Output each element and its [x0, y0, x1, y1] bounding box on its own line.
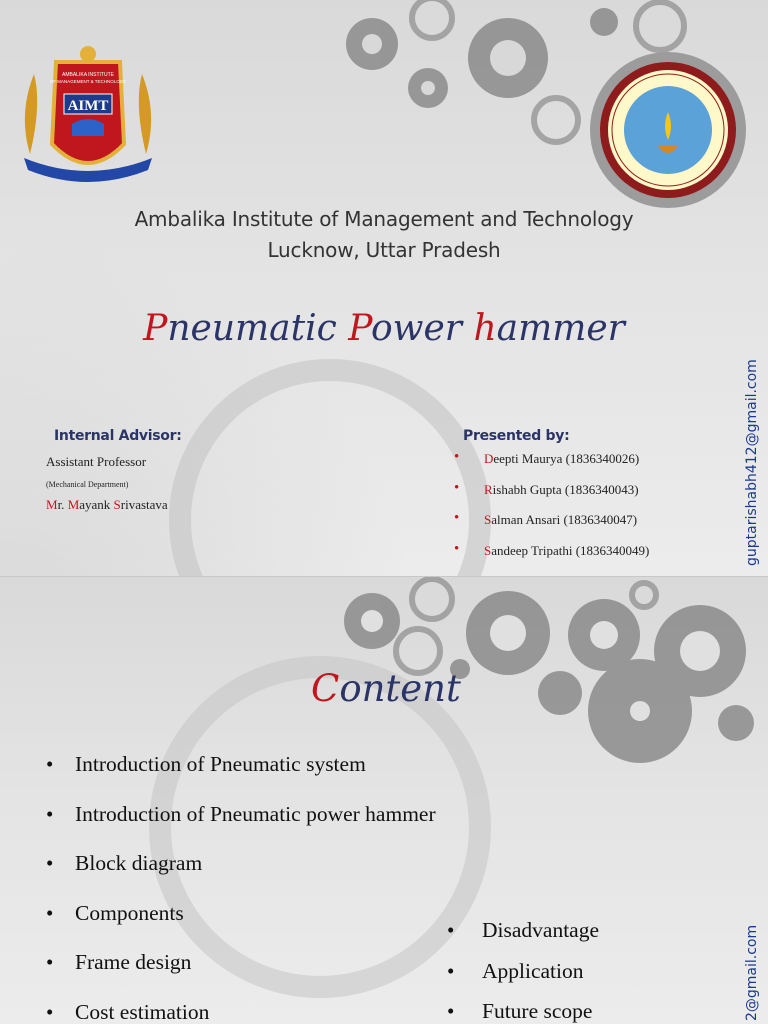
- svg-text:AIMT: AIMT: [67, 98, 109, 114]
- content-title-initial: C: [311, 667, 340, 710]
- advisor-name-cap: M: [67, 497, 80, 512]
- advisor-name: [46, 497, 366, 513]
- advisor-name-part: rivastava: [120, 497, 168, 512]
- presenter-initial: S: [484, 542, 492, 558]
- advisor-heading: Internal Advisor:: [54, 428, 182, 444]
- content-list-right: [447, 917, 599, 1024]
- content-list-left: [46, 751, 436, 1024]
- svg-text:AMBALIKA INSTITUTE: AMBALIKA INSTITUTE: [62, 72, 114, 78]
- presenter-initial: R: [484, 481, 493, 497]
- title-initial-h: h: [473, 308, 497, 349]
- internal-advisor-block: [46, 428, 366, 513]
- content-list-item: • Application: [447, 958, 599, 999]
- advisor-designation: Assistant Professor: [46, 454, 147, 469]
- presenter-name: andeep Tripathi (1836340049): [491, 542, 650, 558]
- presenter-initial: S: [484, 512, 492, 527]
- advisor-name-part: r.: [57, 497, 68, 512]
- content-list-item: • Future scope: [447, 998, 599, 1024]
- content-title: [311, 667, 461, 710]
- title-word-1: neumatic: [167, 308, 337, 349]
- aimt-logo: [12, 44, 164, 194]
- presentation-title: [0, 308, 768, 349]
- content-list-item: • Introduction of Pneumatic system: [46, 751, 436, 801]
- institute-location: Lucknow, Uttar Pradesh: [267, 238, 501, 262]
- presenter-item: [448, 543, 748, 574]
- svg-text:OF MANAGEMENT & TECHNOLOGY: OF MANAGEMENT & TECHNOLOGY: [49, 79, 127, 84]
- presenter-name: alman Ansari (1836340047): [491, 512, 638, 527]
- presenter-list: [448, 451, 748, 573]
- content-slide: [0, 576, 768, 1024]
- title-initial-p1: P: [143, 308, 168, 349]
- presenter-name: ishabh Gupta (1836340043): [492, 481, 639, 497]
- content-list-item: • Components: [46, 900, 436, 950]
- content-list-item: • Block diagram: [46, 850, 436, 900]
- title-word-3: ammer: [496, 308, 625, 349]
- advisor-department: (Mechanical Department): [46, 480, 129, 489]
- presenter-name: eepti Maurya (1836340026): [493, 451, 640, 466]
- advisor-name-cap: S: [113, 497, 121, 512]
- institute-name: [0, 204, 768, 266]
- title-word-2: ower: [370, 308, 462, 349]
- contact-email-vertical: guptarishabh412@gmail.com: [744, 359, 760, 566]
- title-initial-p2: P: [348, 308, 371, 349]
- advisor-name-cap: M: [46, 497, 58, 512]
- presenter-item: [448, 512, 748, 543]
- institute-name-line1: Ambalika Institute of Management and Technology: [134, 207, 634, 231]
- content-title-rest: ontent: [339, 667, 461, 710]
- presenter-item: [448, 482, 748, 513]
- presenters-heading: Presented by:: [463, 428, 570, 444]
- content-list-item: • Introduction of Pneumatic power hammer: [46, 801, 436, 851]
- content-list-item: • Disadvantage: [447, 917, 599, 958]
- aktu-university-logo: [588, 50, 748, 210]
- presenter-item: [448, 451, 748, 482]
- presenter-initial: D: [484, 451, 494, 466]
- contact-email-vertical: 2@gmail.com: [744, 924, 760, 1021]
- advisor-name-part: ayank: [79, 497, 114, 512]
- content-list-item: • Frame design: [46, 949, 436, 999]
- presenters-block: [448, 428, 748, 573]
- content-list-item: • Cost estimation: [46, 999, 436, 1024]
